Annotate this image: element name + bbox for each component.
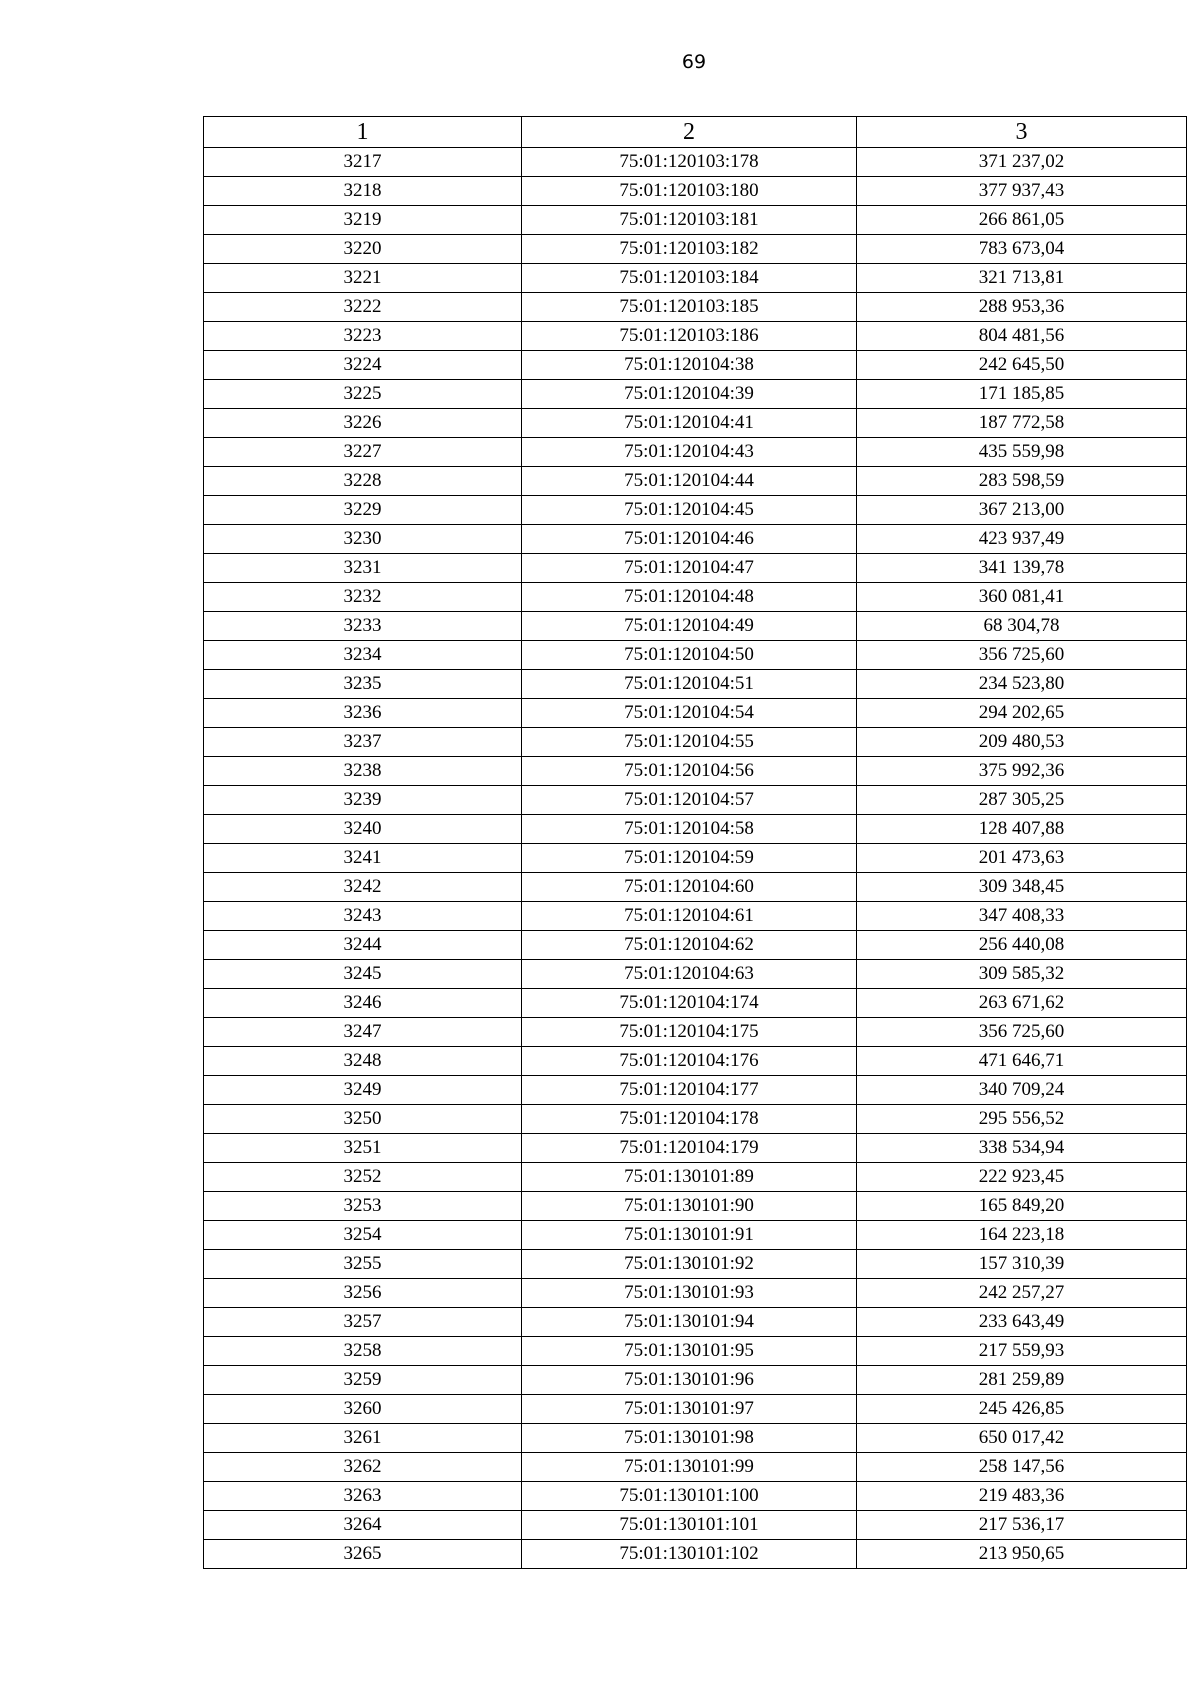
- row-number-cell: 3253: [204, 1192, 522, 1221]
- cadastral-number-cell: 75:01:130101:92: [522, 1250, 857, 1279]
- cadastral-number-cell: 75:01:120103:181: [522, 206, 857, 235]
- cadastral-number-cell: 75:01:120104:179: [522, 1134, 857, 1163]
- cadastral-number-cell: 75:01:130101:101: [522, 1511, 857, 1540]
- row-number-cell: 3258: [204, 1337, 522, 1366]
- table-row: [204, 583, 1187, 612]
- table-row: [204, 1076, 1187, 1105]
- table-row: [204, 1308, 1187, 1337]
- cadastral-number-cell: 75:01:120104:38: [522, 351, 857, 380]
- cadastral-number-cell: 75:01:130101:100: [522, 1482, 857, 1511]
- value-cell: 309 348,45: [857, 873, 1187, 902]
- cadastral-number-cell: 75:01:120104:57: [522, 786, 857, 815]
- table-row: [204, 496, 1187, 525]
- value-cell: 356 725,60: [857, 1018, 1187, 1047]
- table-row: [204, 525, 1187, 554]
- table-row: [204, 815, 1187, 844]
- value-cell: 258 147,56: [857, 1453, 1187, 1482]
- value-cell: 783 673,04: [857, 235, 1187, 264]
- value-cell: 217 536,17: [857, 1511, 1187, 1540]
- table-row: [204, 1105, 1187, 1134]
- row-number-cell: 3237: [204, 728, 522, 757]
- table-row: [204, 1279, 1187, 1308]
- table-row: [204, 786, 1187, 815]
- row-number-cell: 3233: [204, 612, 522, 641]
- value-cell: 242 257,27: [857, 1279, 1187, 1308]
- value-cell: 245 426,85: [857, 1395, 1187, 1424]
- cadastral-number-cell: 75:01:130101:98: [522, 1424, 857, 1453]
- row-number-cell: 3230: [204, 525, 522, 554]
- value-cell: 266 861,05: [857, 206, 1187, 235]
- cadastral-number-cell: 75:01:130101:99: [522, 1453, 857, 1482]
- cadastral-number-cell: 75:01:120104:51: [522, 670, 857, 699]
- value-cell: 367 213,00: [857, 496, 1187, 525]
- cadastral-number-cell: 75:01:120104:60: [522, 873, 857, 902]
- cadastral-number-cell: 75:01:120104:54: [522, 699, 857, 728]
- table-row: [204, 641, 1187, 670]
- table-row: [204, 612, 1187, 641]
- cadastral-number-cell: 75:01:120104:56: [522, 757, 857, 786]
- value-cell: 209 480,53: [857, 728, 1187, 757]
- row-number-cell: 3223: [204, 322, 522, 351]
- row-number-cell: 3225: [204, 380, 522, 409]
- value-cell: 219 483,36: [857, 1482, 1187, 1511]
- table-row: [204, 206, 1187, 235]
- row-number-cell: 3265: [204, 1540, 522, 1569]
- cadastral-number-cell: 75:01:120104:41: [522, 409, 857, 438]
- value-cell: 281 259,89: [857, 1366, 1187, 1395]
- table-row: [204, 1540, 1187, 1569]
- value-cell: 804 481,56: [857, 322, 1187, 351]
- row-number-cell: 3232: [204, 583, 522, 612]
- row-number-cell: 3221: [204, 264, 522, 293]
- value-cell: 423 937,49: [857, 525, 1187, 554]
- row-number-cell: 3234: [204, 641, 522, 670]
- value-cell: 309 585,32: [857, 960, 1187, 989]
- value-cell: 338 534,94: [857, 1134, 1187, 1163]
- row-number-cell: 3262: [204, 1453, 522, 1482]
- value-cell: 340 709,24: [857, 1076, 1187, 1105]
- cadastral-number-cell: 75:01:120104:39: [522, 380, 857, 409]
- row-number-cell: 3252: [204, 1163, 522, 1192]
- table-row: [204, 902, 1187, 931]
- row-number-cell: 3261: [204, 1424, 522, 1453]
- table-header: [204, 117, 1187, 148]
- row-number-cell: 3222: [204, 293, 522, 322]
- cadastral-number-cell: 75:01:120104:176: [522, 1047, 857, 1076]
- value-cell: 283 598,59: [857, 467, 1187, 496]
- table-row: [204, 844, 1187, 873]
- value-cell: 233 643,49: [857, 1308, 1187, 1337]
- row-number-cell: 3242: [204, 873, 522, 902]
- cadastral-number-cell: 75:01:130101:96: [522, 1366, 857, 1395]
- table-row: [204, 293, 1187, 322]
- table-row: [204, 1221, 1187, 1250]
- table-row: [204, 322, 1187, 351]
- cadastral-number-cell: 75:01:120104:47: [522, 554, 857, 583]
- cadastral-number-cell: 75:01:120104:174: [522, 989, 857, 1018]
- cadastral-number-cell: 75:01:130101:102: [522, 1540, 857, 1569]
- value-cell: 347 408,33: [857, 902, 1187, 931]
- row-number-cell: 3226: [204, 409, 522, 438]
- value-cell: 222 923,45: [857, 1163, 1187, 1192]
- cadastral-number-cell: 75:01:120104:43: [522, 438, 857, 467]
- table-body: [204, 148, 1187, 1569]
- row-number-cell: 3264: [204, 1511, 522, 1540]
- table-row: [204, 264, 1187, 293]
- value-cell: 213 950,65: [857, 1540, 1187, 1569]
- table-row: [204, 438, 1187, 467]
- table-row: [204, 554, 1187, 583]
- cadastral-number-cell: 75:01:120104:48: [522, 583, 857, 612]
- row-number-cell: 3217: [204, 148, 522, 177]
- value-cell: 295 556,52: [857, 1105, 1187, 1134]
- value-cell: 157 310,39: [857, 1250, 1187, 1279]
- table-row: [204, 1482, 1187, 1511]
- table-row: [204, 989, 1187, 1018]
- cadastral-number-cell: 75:01:130101:91: [522, 1221, 857, 1250]
- value-cell: 321 713,81: [857, 264, 1187, 293]
- cadastral-number-cell: 75:01:120103:186: [522, 322, 857, 351]
- table-row: [204, 931, 1187, 960]
- row-number-cell: 3246: [204, 989, 522, 1018]
- row-number-cell: 3241: [204, 844, 522, 873]
- value-cell: 165 849,20: [857, 1192, 1187, 1221]
- table-row: [204, 467, 1187, 496]
- table-row: [204, 1047, 1187, 1076]
- table-row: [204, 1192, 1187, 1221]
- row-number-cell: 3231: [204, 554, 522, 583]
- row-number-cell: 3227: [204, 438, 522, 467]
- cadastral-number-cell: 75:01:120104:50: [522, 641, 857, 670]
- table-row: [204, 1337, 1187, 1366]
- table-row: [204, 960, 1187, 989]
- value-cell: 256 440,08: [857, 931, 1187, 960]
- value-cell: 341 139,78: [857, 554, 1187, 583]
- table-row: [204, 873, 1187, 902]
- table-row: [204, 1250, 1187, 1279]
- table-row: [204, 177, 1187, 206]
- cadastral-number-cell: 75:01:130101:95: [522, 1337, 857, 1366]
- value-cell: 294 202,65: [857, 699, 1187, 728]
- table-row: [204, 670, 1187, 699]
- cadastral-number-cell: 75:01:130101:97: [522, 1395, 857, 1424]
- table-row: [204, 351, 1187, 380]
- cadastral-number-cell: 75:01:130101:89: [522, 1163, 857, 1192]
- table-row: [204, 148, 1187, 177]
- row-number-cell: 3248: [204, 1047, 522, 1076]
- row-number-cell: 3235: [204, 670, 522, 699]
- value-cell: 288 953,36: [857, 293, 1187, 322]
- value-cell: 375 992,36: [857, 757, 1187, 786]
- row-number-cell: 3236: [204, 699, 522, 728]
- value-cell: 217 559,93: [857, 1337, 1187, 1366]
- table-row: [204, 380, 1187, 409]
- value-cell: 263 671,62: [857, 989, 1187, 1018]
- column-header-2: 2: [522, 117, 857, 148]
- row-number-cell: 3229: [204, 496, 522, 525]
- cadastral-number-cell: 75:01:120104:58: [522, 815, 857, 844]
- value-cell: 650 017,42: [857, 1424, 1187, 1453]
- table-row: [204, 1366, 1187, 1395]
- cadastral-number-cell: 75:01:120104:55: [522, 728, 857, 757]
- cadastral-number-cell: 75:01:120104:61: [522, 902, 857, 931]
- row-number-cell: 3260: [204, 1395, 522, 1424]
- cadastral-number-cell: 75:01:120103:178: [522, 148, 857, 177]
- data-table-container: [203, 116, 1186, 1569]
- cadastral-number-cell: 75:01:120104:177: [522, 1076, 857, 1105]
- value-cell: 377 937,43: [857, 177, 1187, 206]
- table-row: [204, 699, 1187, 728]
- table-row: [204, 235, 1187, 264]
- row-number-cell: 3259: [204, 1366, 522, 1395]
- cadastral-number-cell: 75:01:120103:184: [522, 264, 857, 293]
- value-cell: 187 772,58: [857, 409, 1187, 438]
- cadastral-number-cell: 75:01:120104:44: [522, 467, 857, 496]
- table-row: [204, 409, 1187, 438]
- row-number-cell: 3247: [204, 1018, 522, 1047]
- value-cell: 356 725,60: [857, 641, 1187, 670]
- value-cell: 128 407,88: [857, 815, 1187, 844]
- cadastral-number-cell: 75:01:120103:182: [522, 235, 857, 264]
- row-number-cell: 3219: [204, 206, 522, 235]
- table-row: [204, 1453, 1187, 1482]
- row-number-cell: 3251: [204, 1134, 522, 1163]
- cadastral-number-cell: 75:01:120104:175: [522, 1018, 857, 1047]
- value-cell: 435 559,98: [857, 438, 1187, 467]
- row-number-cell: 3239: [204, 786, 522, 815]
- value-cell: 242 645,50: [857, 351, 1187, 380]
- row-number-cell: 3218: [204, 177, 522, 206]
- value-cell: 68 304,78: [857, 612, 1187, 641]
- row-number-cell: 3255: [204, 1250, 522, 1279]
- table-row: [204, 1134, 1187, 1163]
- value-cell: 287 305,25: [857, 786, 1187, 815]
- row-number-cell: 3250: [204, 1105, 522, 1134]
- row-number-cell: 3228: [204, 467, 522, 496]
- row-number-cell: 3245: [204, 960, 522, 989]
- column-header-3: 3: [857, 117, 1187, 148]
- row-number-cell: 3244: [204, 931, 522, 960]
- table-row: [204, 1424, 1187, 1453]
- row-number-cell: 3256: [204, 1279, 522, 1308]
- value-cell: 360 081,41: [857, 583, 1187, 612]
- row-number-cell: 3257: [204, 1308, 522, 1337]
- page-number: 69: [681, 51, 707, 73]
- cadastral-number-cell: 75:01:120103:180: [522, 177, 857, 206]
- table-row: [204, 1395, 1187, 1424]
- cadastral-number-cell: 75:01:130101:93: [522, 1279, 857, 1308]
- cadastral-number-cell: 75:01:120104:45: [522, 496, 857, 525]
- value-cell: 371 237,02: [857, 148, 1187, 177]
- data-table: [203, 116, 1187, 1569]
- table-row: [204, 1511, 1187, 1540]
- cadastral-number-cell: 75:01:120104:178: [522, 1105, 857, 1134]
- value-cell: 164 223,18: [857, 1221, 1187, 1250]
- value-cell: 471 646,71: [857, 1047, 1187, 1076]
- table-row: [204, 1163, 1187, 1192]
- table-row: [204, 728, 1187, 757]
- row-number-cell: 3243: [204, 902, 522, 931]
- row-number-cell: 3220: [204, 235, 522, 264]
- cadastral-number-cell: 75:01:120104:46: [522, 525, 857, 554]
- cadastral-number-cell: 75:01:130101:90: [522, 1192, 857, 1221]
- value-cell: 171 185,85: [857, 380, 1187, 409]
- cadastral-number-cell: 75:01:120104:49: [522, 612, 857, 641]
- cadastral-number-cell: 75:01:120104:63: [522, 960, 857, 989]
- cadastral-number-cell: 75:01:120104:62: [522, 931, 857, 960]
- row-number-cell: 3254: [204, 1221, 522, 1250]
- row-number-cell: 3240: [204, 815, 522, 844]
- row-number-cell: 3224: [204, 351, 522, 380]
- column-header-1: 1: [204, 117, 522, 148]
- header-row: [204, 117, 1187, 148]
- row-number-cell: 3249: [204, 1076, 522, 1105]
- table-row: [204, 757, 1187, 786]
- cadastral-number-cell: 75:01:130101:94: [522, 1308, 857, 1337]
- value-cell: 201 473,63: [857, 844, 1187, 873]
- cadastral-number-cell: 75:01:120104:59: [522, 844, 857, 873]
- cadastral-number-cell: 75:01:120103:185: [522, 293, 857, 322]
- value-cell: 234 523,80: [857, 670, 1187, 699]
- row-number-cell: 3263: [204, 1482, 522, 1511]
- table-row: [204, 1018, 1187, 1047]
- row-number-cell: 3238: [204, 757, 522, 786]
